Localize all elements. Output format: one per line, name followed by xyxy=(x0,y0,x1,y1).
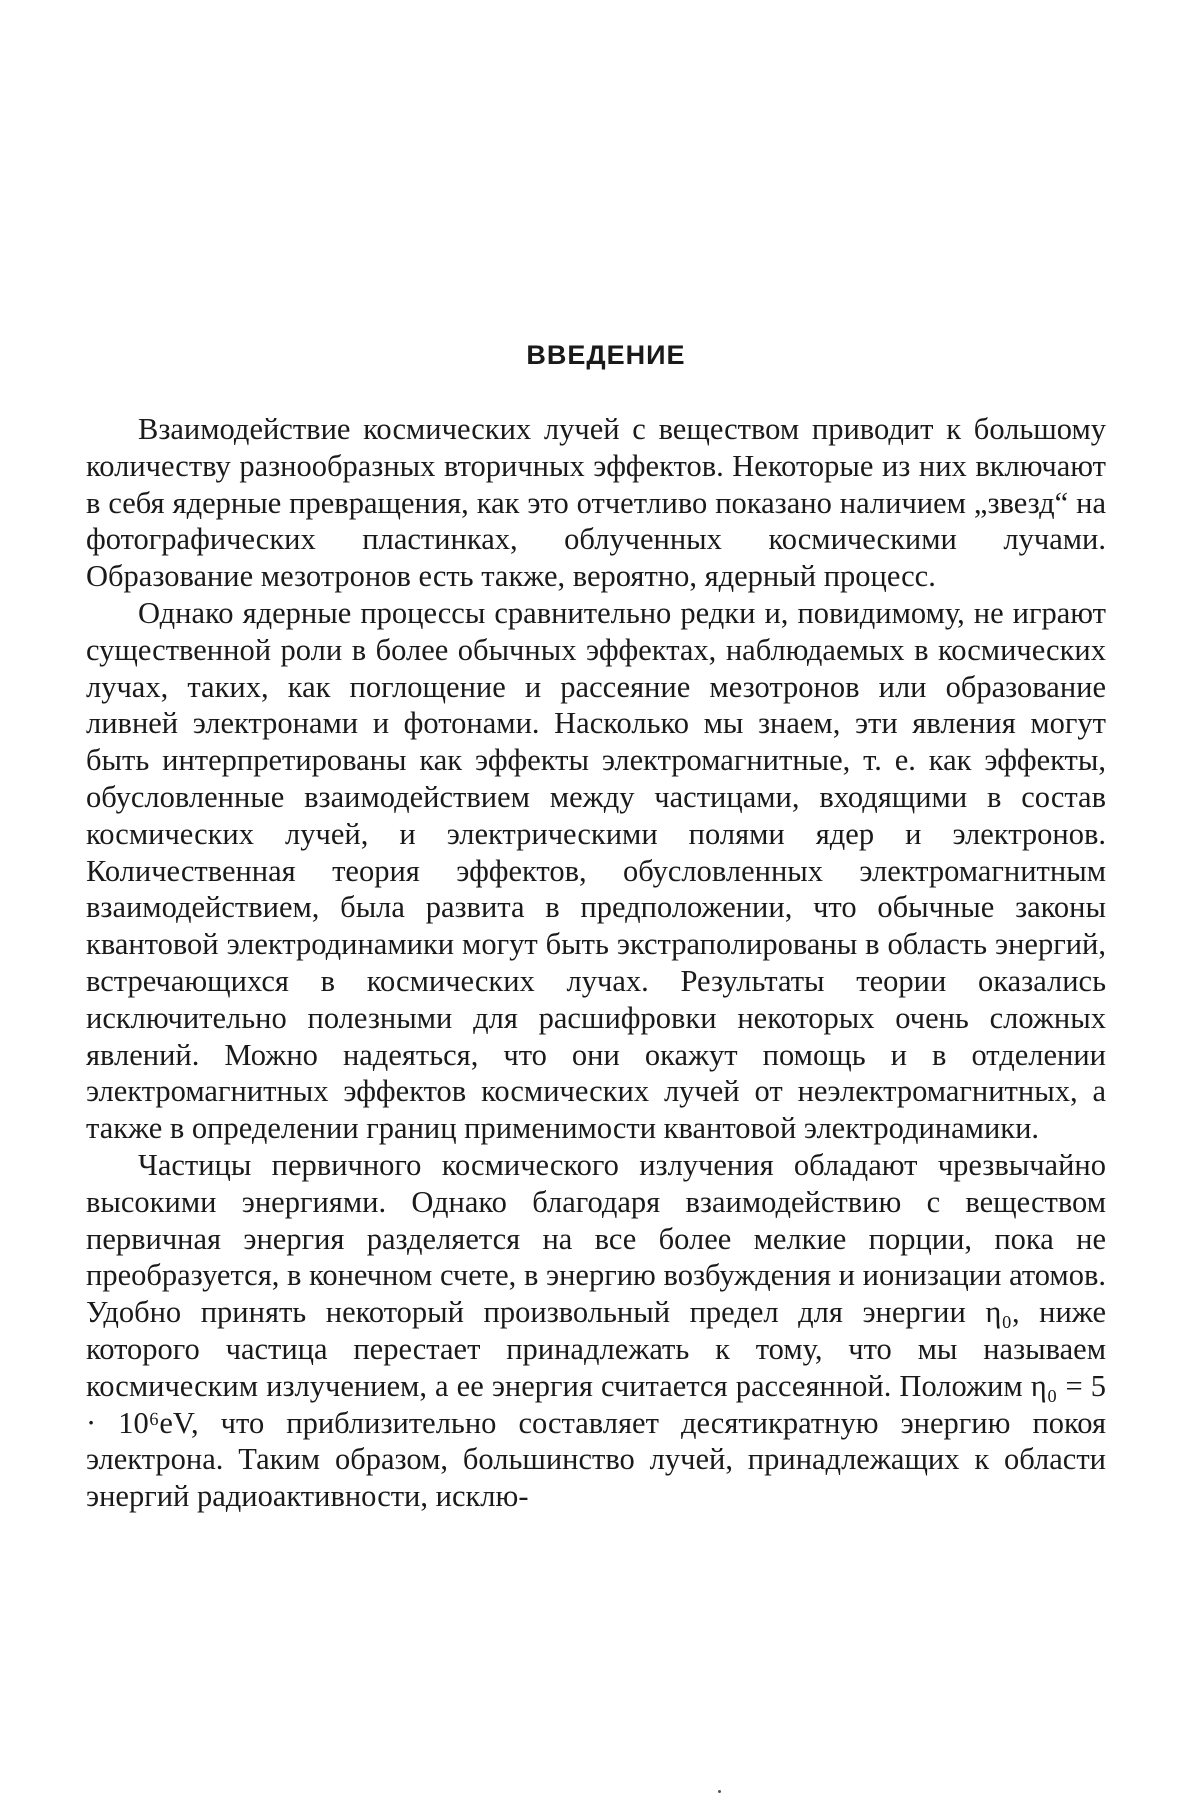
scan-speck xyxy=(718,1790,721,1793)
paragraph-3: Частицы первичного космического излучения обладают чрезвычайно высокими энергиями. Однако благодаря взаимодействию с веществом первичная энергия разделяется на все более мелкие порции, пока не преобразуется, в конечном счете, в энергию возбуждения и ионизации атомов. Удобно принять некоторый произвольный предел для энергии η₀, ниже которого частица перестает принадлежать к тому, что мы называем космическим излучением, а ее энергия считается рассеянной. Положим η₀ = 5 · 10⁶eV, что приблизительно составляет десятикратную энергию покоя электрона. Таким образом, большинство лучей, принадлежащих к области энергий радиоактивности, исклю- xyxy=(86,1147,1106,1515)
paragraph-1: Взаимодействие космических лучей с веществом приводит к большому количеству разнообразных вторичных эффектов. Некоторые из них включают в себя ядерные превращения, как это отчетливо показано наличием „звезд“ на фотографических пластинках, облученных космическими лучами. Образование мезотронов есть также, вероятно, ядерный процесс. xyxy=(86,411,1106,595)
paragraph-2: Однако ядерные процессы сравнительно редки и, повидимому, не играют существенной роли в более обычных эффектах, наблюдаемых в космических лучах, таких, как поглощение и рассеяние мезотронов или образование ливней электронами и фотонами. Насколько мы знаем, эти явления могут быть интерпретированы как эффекты электромагнитные, т. е. как эффекты, обусловленные взаимодействием между частицами, входящими в состав космических лучей, и электрическими полями ядер и электронов. Количественная теория эффектов, обусловленных электромагнитным взаимодействием, была развита в предположении, что обычные законы квантовой электродинамики могут быть экстраполированы в область энергий, встречающихся в космических лучах. Результаты теории оказались исключительно полезными для расшифровки некоторых очень сложных явлений. Можно надеяться, что они окажут помощь и в отделении электромагнитных эффектов космических лучей от неэлектромагнитных, а также в определении границ применимости квантовой электродинамики. xyxy=(86,595,1106,1147)
document-page xyxy=(86,340,1106,1515)
page-title: ВВЕДЕНИЕ xyxy=(86,340,1106,371)
